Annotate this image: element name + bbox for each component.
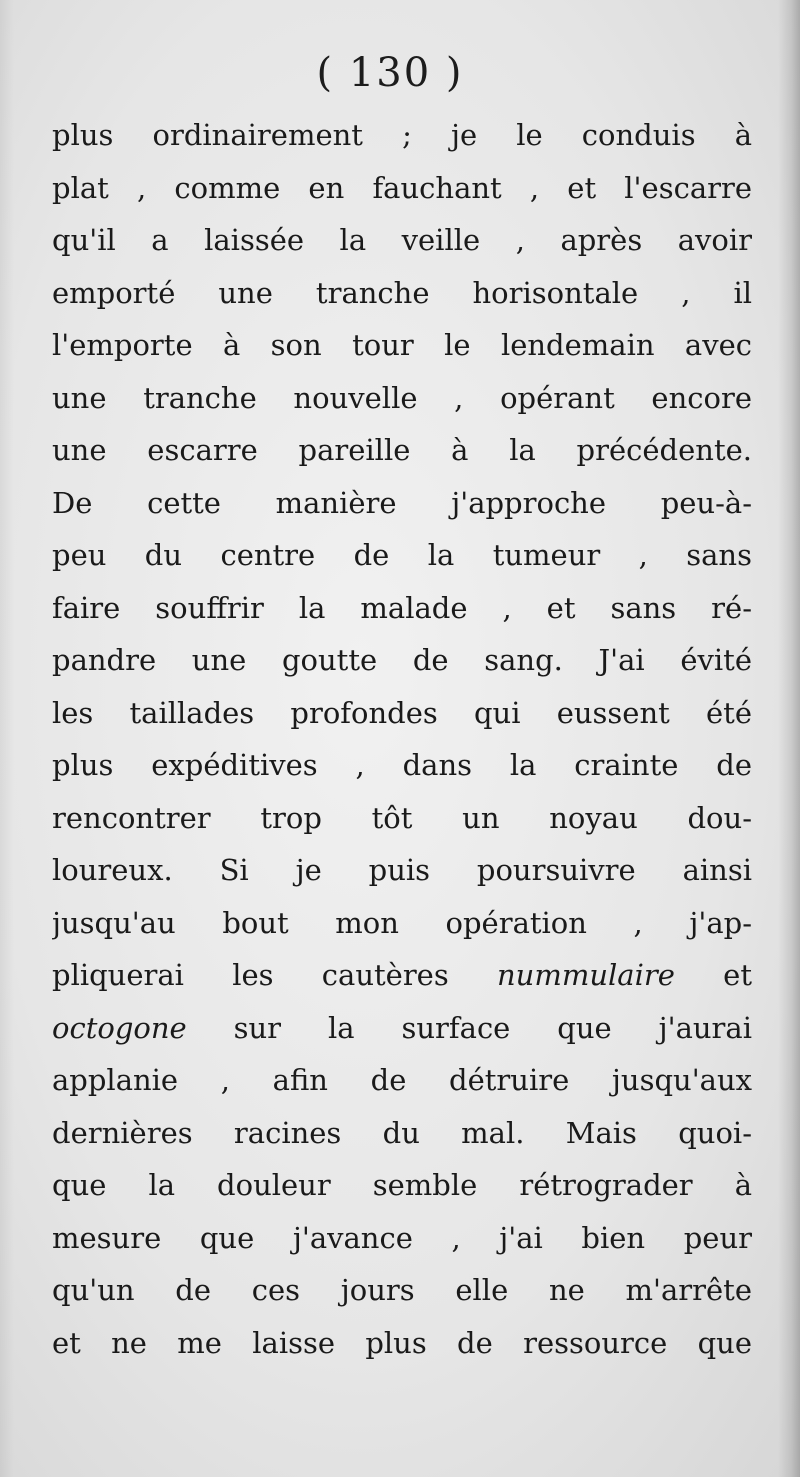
- text-line: [52, 1212, 752, 1265]
- text-run: rencontrer trop tôt un noyau dou-: [52, 800, 752, 835]
- text-line: [52, 1317, 752, 1370]
- text-line: [52, 582, 752, 635]
- text-run: peu du centre de la tumeur , sans: [52, 538, 752, 572]
- text-run: les taillades profondes qui eussent été: [52, 695, 752, 730]
- text-line: [52, 634, 752, 687]
- text-run: pliquerai les cautères: [52, 958, 497, 992]
- page-right-shadow: [778, 0, 800, 1477]
- text-line: [52, 897, 752, 950]
- text-run: jusqu'au bout mon opération , j'ap-: [52, 905, 752, 940]
- text-line: [52, 267, 752, 320]
- text-line: [52, 1054, 752, 1107]
- text-line: [52, 792, 752, 845]
- text-line: [52, 162, 752, 215]
- text-run: l'emporte à son tour le lendemain avec: [52, 328, 752, 362]
- text-run: pandre une goutte de sang. J'ai évité: [52, 643, 752, 677]
- text-line: [52, 372, 752, 425]
- text-run: qu'un de ces jours elle ne m'arrête: [52, 1273, 752, 1307]
- text-run: plus ordinairement ; je le conduis à: [52, 118, 752, 152]
- page-left-shadow: [0, 0, 14, 1477]
- italic-term: octogone: [52, 1010, 187, 1045]
- text-run: sur la surface que j'aurai: [186, 1010, 752, 1045]
- page-number: ( 130 ): [316, 50, 464, 96]
- text-run: plat , comme en fauchant , et l'escarre: [52, 170, 752, 205]
- text-run: applanie , afin de détruire jusqu'aux: [52, 1063, 752, 1097]
- text-line: [52, 949, 752, 1002]
- text-line: [52, 1159, 752, 1212]
- italic-term: nummulaire: [497, 958, 675, 992]
- text-line: [52, 214, 752, 267]
- text-run: et: [674, 958, 752, 992]
- text-line: [52, 424, 752, 477]
- text-line: [52, 1002, 752, 1055]
- text-run: que la douleur semble rétrograder à: [52, 1168, 752, 1202]
- text-line: [52, 1107, 752, 1160]
- text-run: mesure que j'avance , j'ai bien peur: [52, 1220, 752, 1255]
- text-run: emporté une tranche horisontale , il: [52, 275, 752, 310]
- body-text: [52, 109, 752, 1369]
- text-line: [52, 687, 752, 740]
- text-run: faire souffrir la malade , et sans ré-: [52, 590, 752, 625]
- text-line: [52, 529, 752, 582]
- text-run: dernières racines du mal. Mais quoi-: [52, 1115, 752, 1150]
- text-run: plus expéditives , dans la crainte de: [52, 748, 752, 782]
- text-run: et ne me laisse plus de ressource que: [52, 1325, 752, 1360]
- text-line: [52, 739, 752, 792]
- text-run: une tranche nouvelle , opérant encore: [52, 380, 752, 415]
- text-line: [52, 477, 752, 530]
- text-run: De cette manière j'approche peu-à-: [52, 485, 752, 520]
- text-line: [52, 319, 752, 372]
- text-run: qu'il a laissée la veille , après avoir: [52, 223, 752, 257]
- text-line: [52, 109, 752, 162]
- text-line: [52, 1264, 752, 1317]
- text-run: loureux. Si je puis poursuivre ainsi: [52, 853, 752, 887]
- text-run: une escarre pareille à la précédente.: [52, 433, 752, 467]
- text-line: [52, 844, 752, 897]
